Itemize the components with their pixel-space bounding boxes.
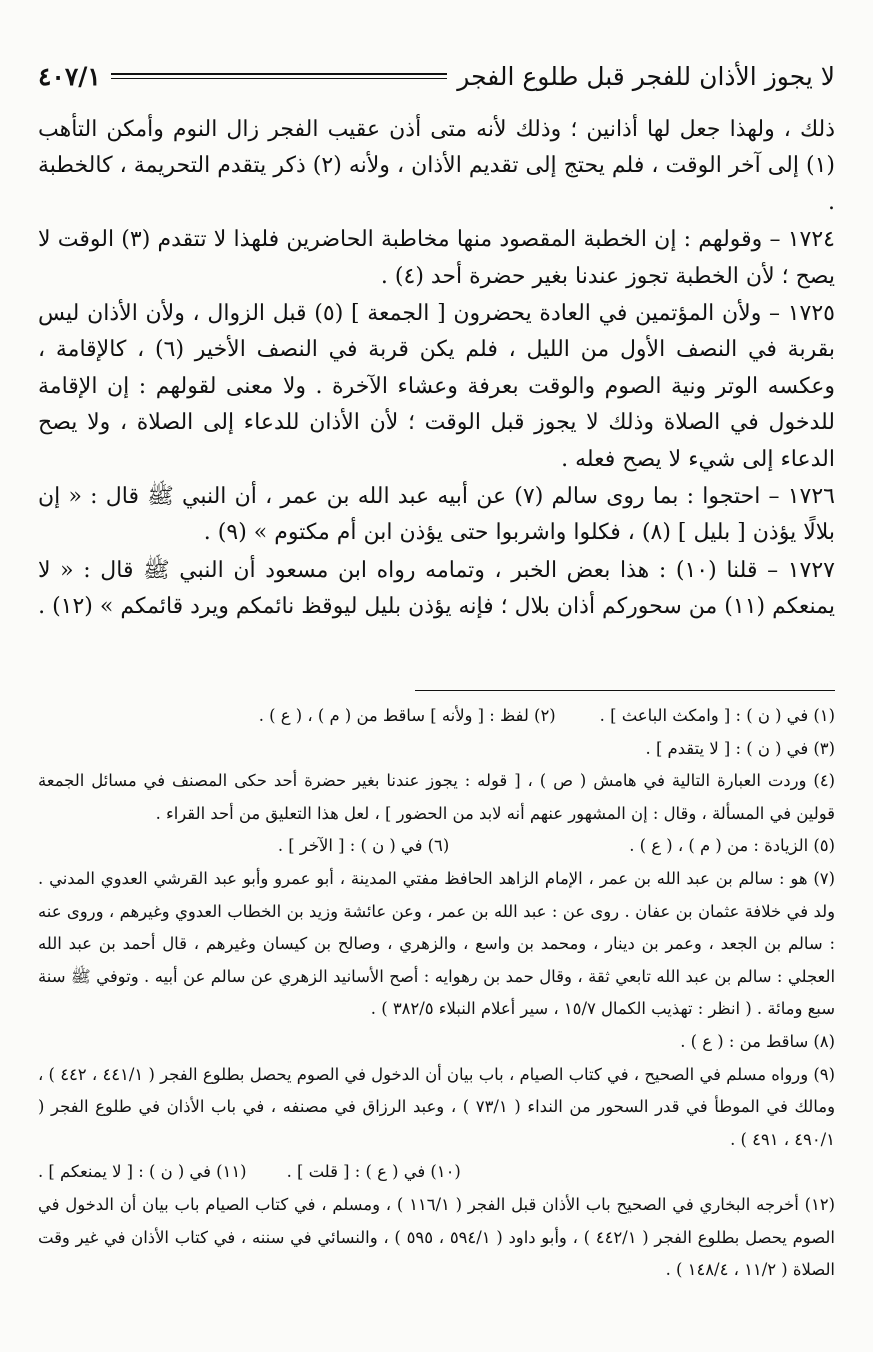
footnote-3: (٣) في ( ن ) : [ لا يتقدم ] . — [645, 738, 835, 758]
footnote-12: (١٢) أخرجه البخاري في الصحيح باب الأذان قبل الفجر ( ١١٦/١ ) ، ومسلم ، في كتاب الصيام باب بيان أن الدخول في الصوم يحصل بطلوع الفجر ( ٤٤٢/١ ) ، وأبو داود ( ٥٩٤/١ ، ٥٩٥ ) ، والنسائي في سننه ، في كتاب الأذان في غير وقت الصلاة ( ١١/٢ ، ١٤٨/٤ ) . — [38, 1194, 835, 1280]
footnote-separator — [415, 690, 835, 691]
footnote-2: (٢) لفظ : [ ولأنه ] ساقط من ( م ) ، ( ع ) . — [258, 706, 556, 725]
footnote-8: (٨) ساقط من : ( ع ) . — [680, 1031, 835, 1051]
footnote-4: (٤) وردت العبارة التالية في هامش ( ص ) ، [ قوله : يجوز عندنا بغير حضرة أحد حكى المصنف في مسائل الجمعة قولين في المسألة ، وقال : إن المشهور عنهم أنه لابد من الحضور ] ، لعل هذا التعليق من أحد القراء . — [38, 771, 835, 823]
footnote-row — [38, 700, 835, 733]
footnote-9: (٩) ورواه مسلم في الصحيح ، في كتاب الصيام ، باب بيان أن الدخول في الصوم يحصل بطلوع الفجر ( ٤٤١/١ ، ٤٤٢ ) ، ومالك في الموطأ في قدر السحور من النداء ( ٧٣/١ ) ، وعبد الرزاق في مصنفه ، في باب الأذان في طلوع الفجر ( ٤٩٠/١ ، ٤٩١ ) . — [38, 1064, 835, 1149]
footnote-row — [38, 830, 835, 863]
footnote-10: (١٠) في ( ع ) : [ قلت ] . — [286, 1162, 461, 1182]
paragraph-1727: ١٧٢٧ – قلنا (١٠) : هذا بعض الخبر ، وتمامه رواه ابن مسعود أن النبي ﷺ قال : « لا يمنعكم (١١) من سحوركم أذان بلال ؛ فإنه يؤذن بليل ليوقظ نائمكم ويرد قائمكم » (١٢) . — [38, 557, 835, 620]
page-header — [38, 56, 835, 96]
footnotes — [38, 700, 835, 1287]
paragraph-1725: ١٧٢٥ – ولأن المؤتمين في العادة يحضرون [ الجمعة ] (٥) قبل الزوال ، ولأن الأذان ليس بقربة في النصف الأول من الليل ، فلم يكن قربة في النصف الأخير (٦) ، كالإقامة ، وعكسه الوتر ونية الصوم والوقت بعرفة وعشاء الآخرة . ولا معنى لقولهم : إن الإقامة للدخول في الصلاة وذلك لا يجوز قبل الوقت ؛ لأن الأذان للدعاء إلى الصلاة ، ولا يصح الدعاء إلى شيء لا يصح فعله . — [38, 301, 835, 472]
footnote-row — [38, 1156, 835, 1189]
paragraph-1724: ١٧٢٤ – وقولهم : إن الخطبة المقصود منها مخاطبة الحاضرين فلهذا لا تتقدم (٣) الوقت لا يصح ؛ لأن الخطبة تجوز عندنا بغير حضرة أحد (٤) . — [38, 227, 835, 289]
header-rule — [111, 73, 447, 79]
paragraph-continuation: ذلك ، ولهذا جعل لها أذانين ؛ وذلك لأنه متى أذن عقيب الفجر زال النوم وأمكن التأهب (١) إلى آخر الوقت ، فلم يحتج إلى تقديم الأذان ، ولأنه (٢) ذكر يتقدم التحريمة ، كالخطبة . — [38, 117, 835, 215]
page-number: ٤٠٧/١ — [38, 61, 101, 91]
footnote-5: (٥) الزيادة : من ( م ) ، ( ع ) . — [629, 836, 835, 856]
footnote-1: (١) في ( ن ) : [ وامكث الباعث ] . — [599, 706, 835, 725]
footnote-7: (٧) هو : سالم بن عبد الله بن عمر ، الإمام الزاهد الحافظ مفتي المدينة ، أبو عمرو وأبو عبد القرشي العدوي المدني . ولد في خلافة عثمان بن عفان . روى عن : عبد الله بن عمر ، وعن عائشة وزيد بن الخطاب العدوي وغيرهم ، وروى عنه : سالم بن الجعد ، وعمر بن دينار ، ومحمد بن واسع ، والزهري ، وصالح بن كيسان وغيرهم ، قال أحمد بن عبد الله العجلي : سالم بن عبد الله تابعي ثقة ، وقال حمد بن رهوايه : أصح الأسانيد الزهري عن سالم عن أبيه . وتوفي ﷺ سنة سبع ومائة . ( انظر : تهذيب الكمال ١٥/٧ ، سير أعلام النبلاء ٣٨٢/٥ ) . — [38, 868, 835, 1019]
paragraph-1726: ١٧٢٦ – احتجوا : بما روى سالم (٧) عن أبيه عبد الله بن عمر ، أن النبي ﷺ قال : « إن بلالًا يؤذن [ بليل ] (٨) ، فكلوا واشربوا حتى يؤذن ابن أم مكتوم » (٩) . — [38, 484, 835, 546]
footnote-6: (٦) في ( ن ) : [ الآخر ] . — [277, 836, 450, 856]
main-text — [38, 112, 835, 626]
footnote-11: (١١) في ( ن ) : [ لا يمنعكم ] . — [38, 1162, 247, 1182]
running-title: لا يجوز الأذان للفجر قبل طلوع الفجر — [457, 61, 835, 91]
